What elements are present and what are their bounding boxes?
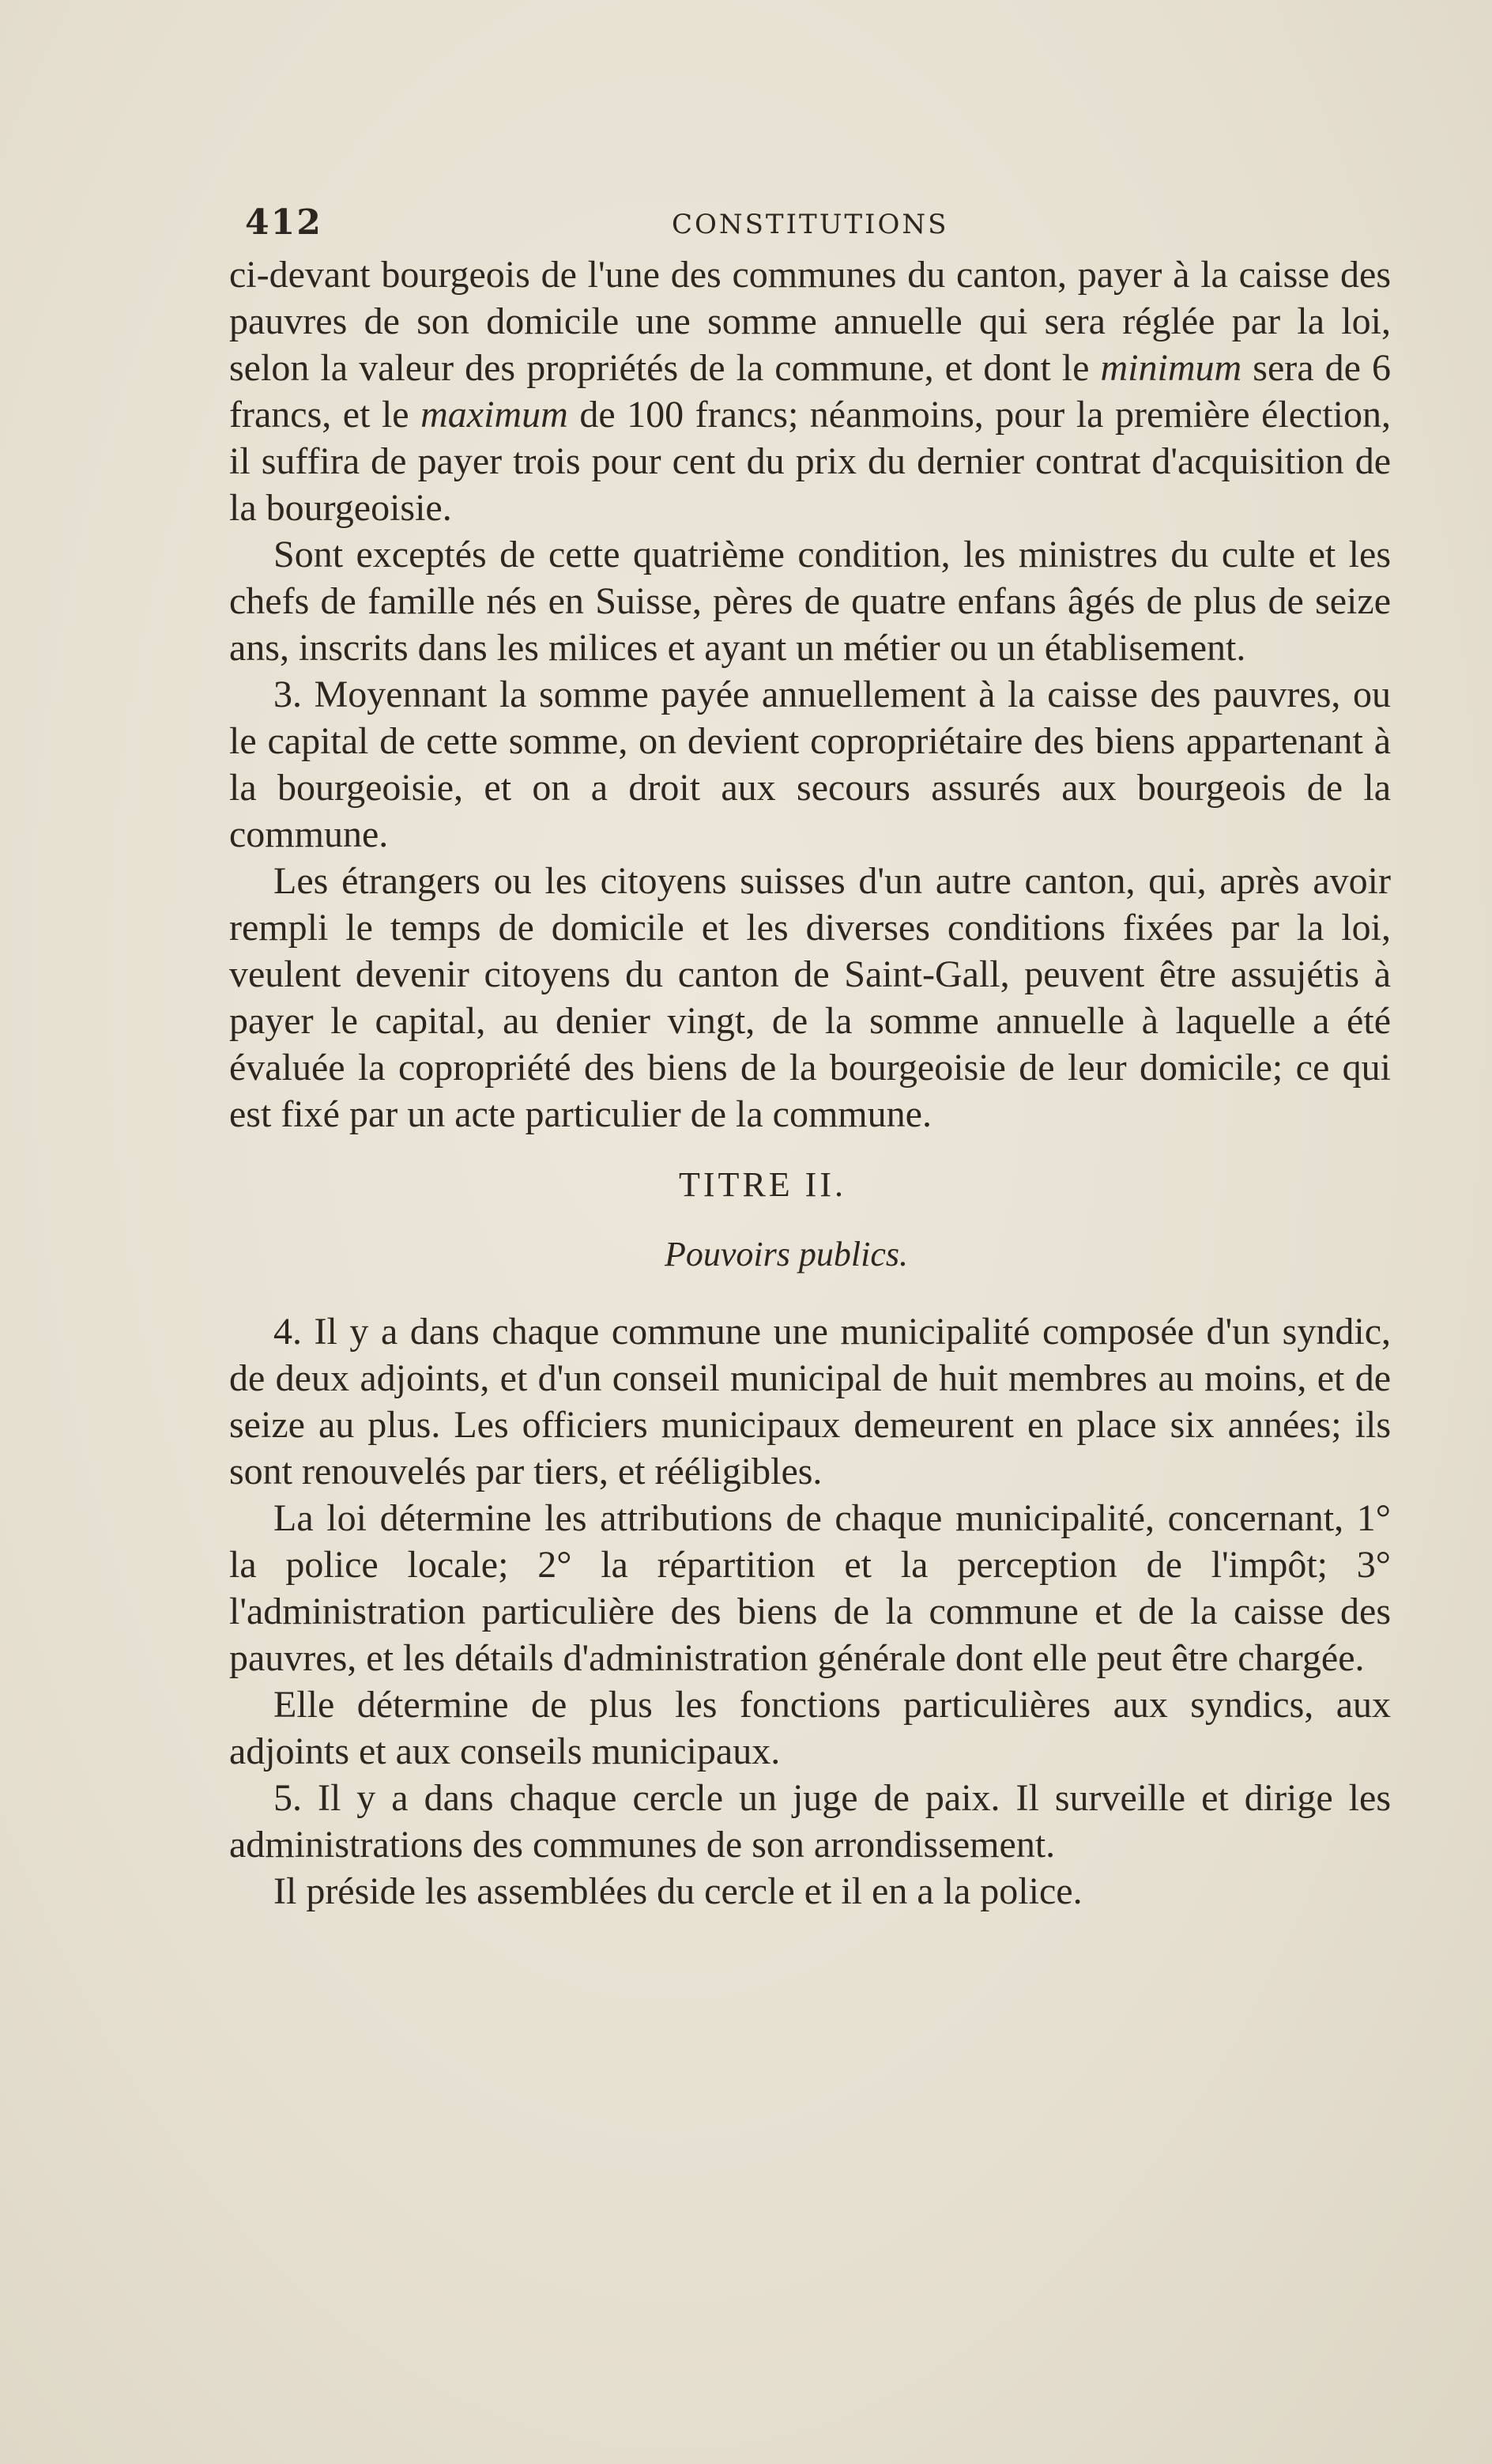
running-head (245, 199, 972, 247)
article-4: 4. Il y a dans chaque commune une municipalité composée d'un syndic, de deux adjoints, et d'un conseil municipal de huit membres au moins, et de seize au plus. Les officiers municipaux demeurent en place six années; ils sont renouvelés par tiers, et rééligibles. (229, 1311, 1391, 1492)
article-5: 5. Il y a dans chaque cercle un juge de paix. Il surveille et dirige les administrations des communes de son arrondissement. (229, 1777, 1391, 1866)
text-run: de 100 francs; néanmoins, pour la première élection, il suffira de payer trois pour cent du prix du dernier contrat d'acquisition de la bourgeoisie. (229, 394, 1391, 529)
running-title: CONSTITUTIONS (672, 209, 949, 240)
body-text (229, 251, 1391, 1915)
paragraph-functions: Elle détermine de plus les fonctions particulières aux syndics, aux adjoints et aux conseils municipaux. (229, 1684, 1391, 1772)
text-run: ci-devant bourgeois de l'une des communes du canton, payer à la caisse des pauvres de son domicile une somme annuelle qui sera réglée par la loi, selon la valeur des propriétés de la commune, et dont le (229, 254, 1391, 389)
text-run: sera de 6 francs, et le (229, 347, 1391, 436)
section-subtitle: Pouvoirs publics. (665, 1235, 908, 1274)
article-3: 3. Moyennant la somme payée annuellement à la caisse des pauvres, ou le capital de cette somme, on devient copropriétaire des biens appartenant à la bourgeoisie, et on a droit aux secours assurés aux bourgeois de la commune. (229, 674, 1391, 855)
paragraph-attributions: La loi détermine les attributions de chaque municipalité, concernant, 1° la police locale; 2° la répartition et la perception de l'impôt; 3° l'administration particulière des biens de la commune et de la caisse des pauvres, et les détails d'administration générale dont elle peut être chargée. (229, 1497, 1391, 1679)
page-number: 412 (245, 202, 322, 243)
paragraph-continued (229, 251, 1391, 531)
paragraph-presides: Il préside les assemblées du cercle et il en a la police. (273, 1870, 1083, 1912)
section-heading: TITRE II. (679, 1165, 846, 1204)
spacer (229, 1294, 1391, 1308)
italic-term-minimum: minimum (1100, 347, 1242, 389)
paragraph-foreigners: Les étrangers ou les citoyens suisses d'un autre canton, qui, après avoir rempli le temps de domicile et les diverses conditions fixées par la loi, veulent devenir citoyens du canton de Saint-Gall, peuvent être assujétis à payer le capital, au denier vingt, de la somme annuelle à laquelle a été évaluée la copropriété des biens de la bourgeoisie de leur domicile; ce qui est fixé par un acte particulier de la commune. (229, 860, 1391, 1135)
italic-term-maximum: maximum (420, 394, 568, 436)
paragraph-exceptions: Sont exceptés de cette quatrième condition, les ministres du culte et les chefs de famille nés en Suisse, pères de quatre enfans âgés de plus de seize ans, inscrits dans les milices et ayant un métier ou un établisement. (229, 534, 1391, 669)
